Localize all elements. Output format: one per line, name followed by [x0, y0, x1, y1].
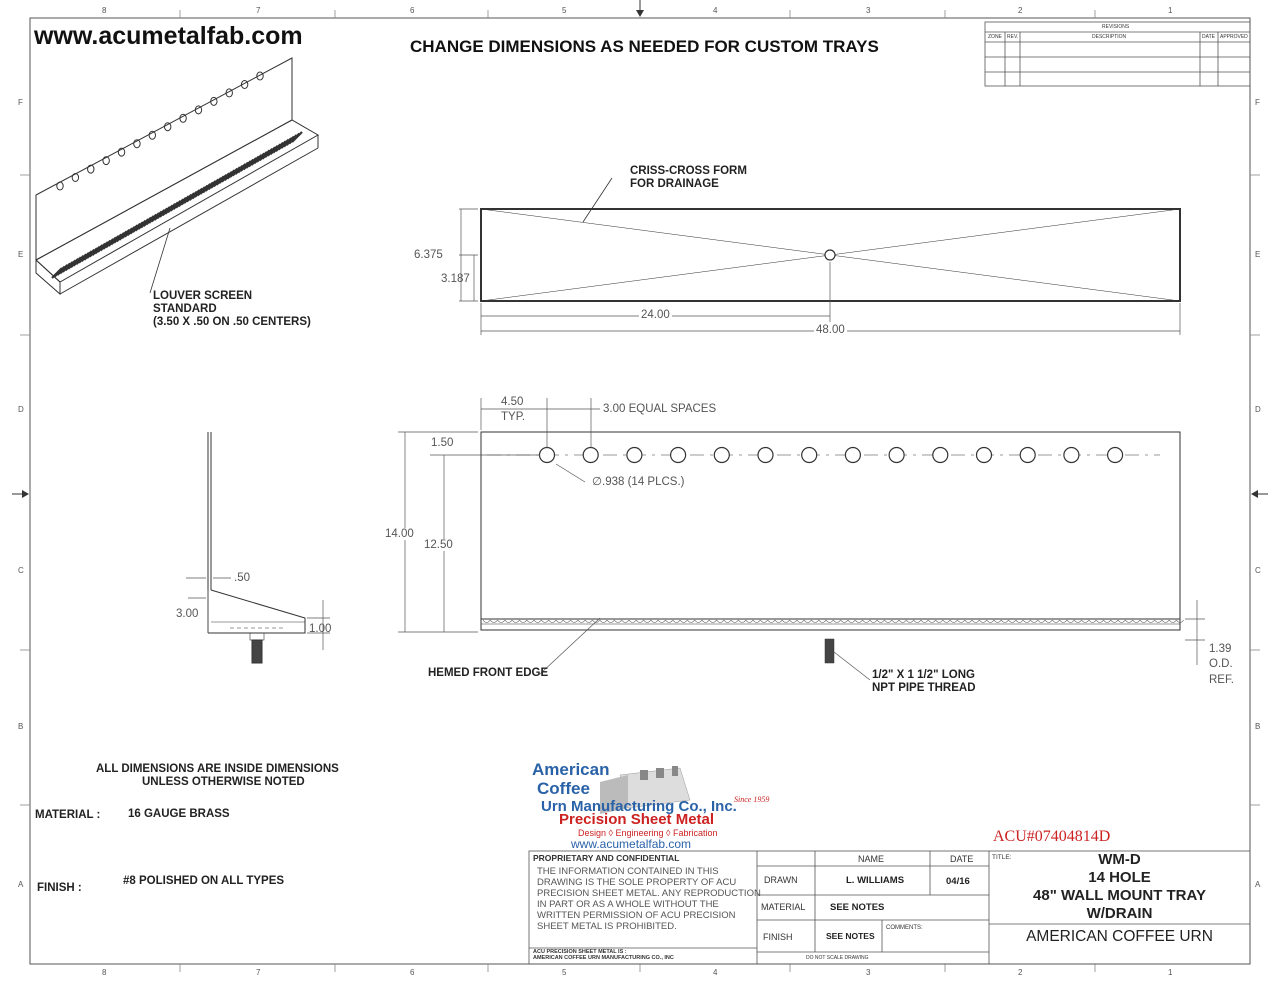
front-louver-slot	[724, 620, 731, 623]
front-louver	[483, 620, 1184, 623]
drawn-date: 04/16	[946, 876, 970, 887]
front-louver-slot	[804, 620, 811, 623]
drawing-title-line: 14 HOLE	[1088, 869, 1151, 886]
front-louver-slot	[520, 620, 527, 623]
logo-text-coffee: Coffee	[537, 779, 590, 798]
frame-letter: B	[18, 722, 24, 731]
iso-hole	[88, 165, 94, 173]
finish-value: #8 POLISHED ON ALL TYPES	[123, 875, 285, 887]
dim-tray-depth: 3.00	[176, 608, 199, 620]
front-louver-slot	[644, 620, 651, 623]
front-louver-slot	[571, 620, 578, 623]
frame-letter: F	[18, 98, 23, 107]
front-louver-slot	[505, 620, 512, 623]
front-louver-slot	[921, 620, 928, 623]
frame-number: 8	[102, 6, 107, 15]
comments-label: COMMENTS:	[886, 925, 923, 931]
front-louver-slot	[1038, 620, 1045, 623]
logo-website[interactable]: www.acumetalfab.com	[571, 837, 692, 851]
top-view	[481, 178, 1180, 301]
front-louver-slot	[1074, 620, 1081, 623]
front-louver-slot	[1067, 620, 1074, 623]
front-louver-slot	[914, 620, 921, 623]
front-louver-slot	[848, 620, 855, 623]
frame-number: 6	[410, 968, 415, 977]
dim-od-line: O.D.	[1209, 658, 1233, 670]
frame-letter: B	[1255, 722, 1261, 731]
title-label: TITLE:	[992, 854, 1012, 861]
dim-first-hole: 4.50	[501, 396, 524, 408]
tb-finish-value: SEE NOTES	[826, 931, 875, 941]
front-hole	[1020, 448, 1035, 463]
logo-text-american: American	[532, 760, 610, 779]
frame-letter: E	[18, 250, 24, 259]
front-louver-slot	[950, 620, 957, 623]
drawn-label: DRAWN	[764, 875, 798, 885]
front-louver-slot	[892, 620, 899, 623]
front-louver-slot	[775, 620, 782, 623]
proprietary-text: THE INFORMATION CONTAINED IN THIS DRAWING IS THE SOLE PROPERTY OF ACU PRECISION SHEET METAL. ANY REPRODUCTION IN PART OR AS A WHOLE WITHOUT THE WRITTEN PERMISSION OF ACU PRECISION SHEET METAL IS PROHIBITED.	[537, 866, 761, 932]
inside-dims-note: UNLESS OTHERWISE NOTED	[142, 776, 305, 788]
front-louver-slot	[578, 620, 585, 623]
website-url[interactable]: www.acumetalfab.com	[34, 22, 303, 50]
material-label: MATERIAL :	[35, 809, 101, 821]
front-louver-slot	[636, 620, 643, 623]
frame-letter: D	[18, 405, 24, 414]
front-hole	[627, 448, 642, 463]
frame-letter: F	[1255, 98, 1260, 107]
front-louver-slot	[1147, 620, 1154, 623]
logo-since: Since 1959	[734, 795, 770, 804]
front-louver-slot	[680, 620, 687, 623]
iso-hole	[57, 182, 63, 190]
inside-dims-note: ALL DIMENSIONS ARE INSIDE DIMENSIONS	[96, 763, 339, 775]
front-louver-slot	[760, 620, 767, 623]
front-louver-slot	[666, 620, 673, 623]
front-hole	[540, 448, 555, 463]
front-louver-slot	[1155, 620, 1162, 623]
front-louver-slot	[717, 620, 724, 623]
front-louver-slot	[994, 620, 1001, 623]
frame-letter: A	[1255, 880, 1261, 889]
front-louver-slot	[1169, 620, 1176, 623]
louver-note-line: LOUVER SCREEN	[153, 290, 253, 302]
dim-hole-diameter: ∅.938 (14 PLCS.)	[592, 476, 685, 488]
dim-hole-height: 12.50	[424, 539, 453, 551]
front-louver-slot	[1104, 620, 1111, 623]
front-louver-slot	[600, 620, 607, 623]
frame-number: 5	[562, 968, 567, 977]
frame-number: 4	[713, 968, 718, 977]
iso-hole	[180, 114, 186, 122]
front-hole	[583, 448, 598, 463]
iso-hole	[195, 106, 201, 114]
proprietary-footer: ACU PRECISION SHEET METAL IS :	[533, 949, 627, 955]
part-number: ACU#07404814D	[993, 828, 1111, 845]
company-name: AMERICAN COFFEE URN	[1026, 928, 1213, 945]
pipe-note-line: 1/2" X 1 1/2" LONG	[872, 669, 975, 681]
frame-number: 3	[866, 968, 871, 977]
dim-tray-length: 48.00	[816, 324, 845, 336]
frame-letter: A	[18, 880, 24, 889]
front-louver-slot	[753, 620, 760, 623]
front-louver-slot	[863, 620, 870, 623]
front-louver-slot	[812, 620, 819, 623]
top-view-dims	[459, 209, 1180, 335]
iso-hole	[72, 174, 78, 182]
frame-number: 1	[1168, 968, 1173, 977]
logo-text-precision: Precision Sheet Metal	[559, 811, 715, 828]
front-louver-slot	[1016, 620, 1023, 623]
front-louver-slot	[797, 620, 804, 623]
tb-material-value: SEE NOTES	[830, 902, 885, 913]
front-louver-slot	[1045, 620, 1052, 623]
dim-front-height: 1.00	[309, 623, 332, 635]
front-hole	[933, 448, 948, 463]
center-arrows	[12, 0, 1268, 498]
revisions-col-date: DATE	[1202, 34, 1215, 40]
dim-total-height: 14.00	[385, 528, 414, 540]
front-louver-slot	[1118, 620, 1125, 623]
front-louver-slot	[1082, 620, 1089, 623]
front-louver-slot	[607, 620, 614, 623]
front-holes	[540, 448, 1123, 463]
front-louver-slot	[1162, 620, 1169, 623]
frame-number: 2	[1018, 6, 1023, 15]
front-louver-slot	[1060, 620, 1067, 623]
dim-wall-thickness: .50	[234, 572, 250, 584]
front-louver-slot	[1023, 620, 1030, 623]
drawing-title-line: W/DRAIN	[1086, 905, 1153, 922]
frame-number: 2	[1018, 968, 1023, 977]
front-hole	[758, 448, 773, 463]
front-louver-slot	[512, 620, 519, 623]
frame-number: 1	[1168, 6, 1173, 15]
iso-louver	[52, 132, 302, 278]
front-louver-slot	[877, 620, 884, 623]
drawn-name: L. WILLIAMS	[846, 875, 905, 886]
front-louver-slot	[965, 620, 972, 623]
front-hole	[671, 448, 686, 463]
front-louver-slot	[1111, 620, 1118, 623]
front-louver-slot	[534, 620, 541, 623]
frame-letter: C	[1255, 566, 1261, 575]
front-hole	[802, 448, 817, 463]
revisions-title: REVISIONS	[1102, 24, 1130, 30]
front-louver-slot	[819, 620, 826, 623]
front-louver-slot	[498, 620, 505, 623]
front-view-dims	[398, 398, 1205, 680]
front-louver-slot	[899, 620, 906, 623]
front-louver-slot	[622, 620, 629, 623]
front-louver-slot	[483, 620, 490, 623]
revisions-table-lines	[985, 22, 1250, 86]
frame-letter: E	[1255, 250, 1261, 259]
revisions-col-description: DESCRIPTION	[1092, 34, 1127, 40]
louver-note-line: STANDARD	[153, 303, 217, 315]
finish-label: FINISH :	[37, 882, 82, 894]
front-hole	[889, 448, 904, 463]
front-louver-slot	[979, 620, 986, 623]
frame-letter: C	[18, 566, 24, 575]
revisions-col-approved: APPROVED	[1220, 34, 1248, 40]
dim-half-height: 3.187	[441, 273, 470, 285]
front-louver-slot	[549, 620, 556, 623]
logo-tagline: Design ◊ Engineering ◊ Fabrication	[578, 828, 718, 838]
crisscross-note-line: CRISS-CROSS FORM	[630, 165, 747, 177]
front-louver-slot	[943, 620, 950, 623]
revisions-col-rev: REV.	[1007, 34, 1019, 40]
front-louver-slot	[541, 620, 548, 623]
front-louver-slot	[1052, 620, 1059, 623]
col-date: DATE	[950, 854, 974, 864]
drawing-title	[989, 851, 1250, 923]
logo-text-urn: Urn Manufacturing Co., Inc.	[541, 798, 737, 815]
frame-number: 3	[866, 6, 871, 15]
front-louver-slot	[746, 620, 753, 623]
front-hole	[845, 448, 860, 463]
dim-hole-spacing: 3.00 EQUAL SPACES	[603, 403, 717, 415]
front-louver-slot	[629, 620, 636, 623]
front-louver-slot	[1089, 620, 1096, 623]
front-louver-slot	[987, 620, 994, 623]
frame-number: 4	[713, 6, 718, 15]
front-louver-slot	[739, 620, 746, 623]
front-louver-slot	[826, 620, 833, 623]
front-louver-slot	[614, 620, 621, 623]
front-hole	[977, 448, 992, 463]
front-louver-slot	[556, 620, 563, 623]
front-hole	[1108, 448, 1123, 463]
front-louver-slot	[790, 620, 797, 623]
front-louver-slot	[885, 620, 892, 623]
no-scale-note: DO NOT SCALE DRAWING	[806, 955, 869, 961]
louver-note-line: (3.50 X .50 ON .50 CENTERS)	[153, 316, 311, 328]
front-louver-slot	[585, 620, 592, 623]
front-louver-slot	[855, 620, 862, 623]
front-louver-slot	[1096, 620, 1103, 623]
front-view	[481, 432, 1180, 663]
front-louver-slot	[768, 620, 775, 623]
drawing-headline: CHANGE DIMENSIONS AS NEEDED FOR CUSTOM TRAYS	[410, 37, 879, 56]
dim-hole-from-top: 1.50	[431, 437, 454, 449]
front-louver-slot	[936, 620, 943, 623]
front-louver-slot	[906, 620, 913, 623]
dim-od-line: REF.	[1209, 674, 1234, 686]
front-louver-slot	[527, 620, 534, 623]
dim-half-length: 24.00	[641, 309, 670, 321]
side-view	[208, 432, 305, 663]
revisions-col-zone: ZONE	[988, 34, 1002, 40]
front-louver-slot	[673, 620, 680, 623]
front-louver-slot	[1140, 620, 1147, 623]
front-louver-slot	[782, 620, 789, 623]
front-louver-slot	[695, 620, 702, 623]
frame-number: 7	[256, 968, 261, 977]
frame-letter: D	[1255, 405, 1261, 414]
front-louver-slot	[563, 620, 570, 623]
front-louver-slot	[870, 620, 877, 623]
frame-number: 6	[410, 6, 415, 15]
front-louver-slot	[702, 620, 709, 623]
crisscross-note-line: FOR DRAINAGE	[630, 178, 719, 190]
dim-od-line: 1.39	[1209, 643, 1232, 655]
front-hole	[714, 448, 729, 463]
front-louver-slot	[709, 620, 716, 623]
front-louver-slot	[1009, 620, 1016, 623]
front-louver-slot	[651, 620, 658, 623]
front-louver-slot	[1001, 620, 1008, 623]
front-louver-slot	[841, 620, 848, 623]
front-louver-slot	[490, 620, 497, 623]
drawing-title-line: WM-D	[1098, 851, 1141, 868]
frame-number: 7	[256, 6, 261, 15]
front-louver-slot	[1031, 620, 1038, 623]
tb-material-label: MATERIAL	[761, 902, 806, 912]
front-louver-slot	[1133, 620, 1140, 623]
hemmed-edge-note: HEMED FRONT EDGE	[428, 667, 549, 679]
pipe-note-line: NPT PIPE THREAD	[872, 682, 976, 694]
drawing-title-line: 48" WALL MOUNT TRAY	[1033, 887, 1206, 904]
proprietary-title: PROPRIETARY AND CONFIDENTIAL	[533, 853, 680, 863]
front-louver-slot	[731, 620, 738, 623]
front-louver-slot	[1125, 620, 1132, 623]
frame-number: 5	[562, 6, 567, 15]
col-name: NAME	[858, 854, 885, 864]
proprietary-footer: AMERICAN COFFEE URN MANUFACTURING CO., INC	[533, 955, 674, 961]
material-value: 16 GAUGE BRASS	[128, 808, 230, 820]
front-louver-slot	[958, 620, 965, 623]
frame-number: 8	[102, 968, 107, 977]
front-louver-slot	[833, 620, 840, 623]
front-louver-slot	[658, 620, 665, 623]
front-louver-slot	[687, 620, 694, 623]
dim-typical: TYP.	[501, 411, 526, 423]
dim-tray-height: 6.375	[414, 249, 443, 261]
front-hole	[1064, 448, 1079, 463]
front-louver-slot	[928, 620, 935, 623]
front-louver-slot	[972, 620, 979, 623]
tb-finish-label: FINISH	[763, 932, 793, 942]
